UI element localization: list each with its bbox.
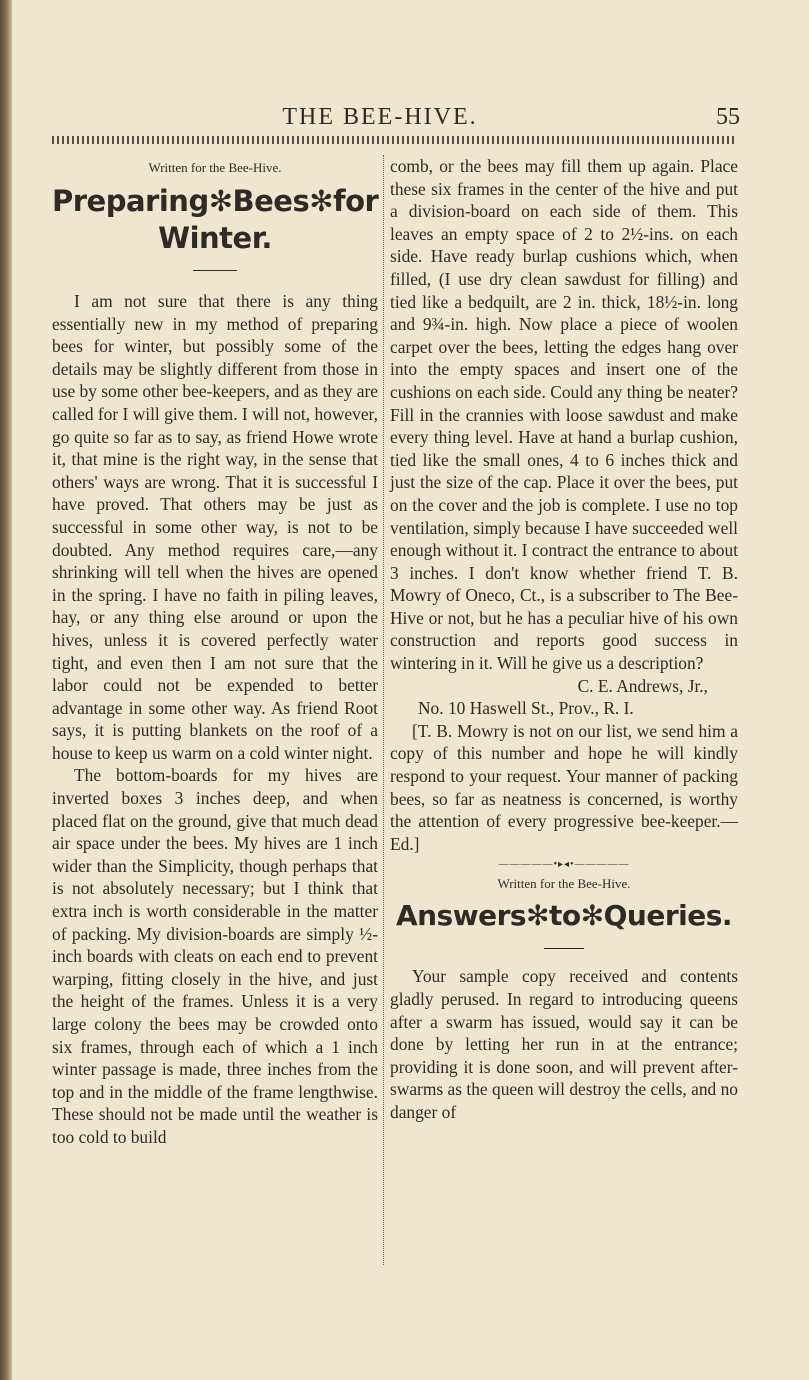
editor-note: [T. B. Mowry is not on our list, we send him a copy of this number and hope he will kindly respond to your request. Your manner of packing bees, so far as neatness is concerned, is worthy the attention of every progressive bee-keeper.—Ed.] (390, 720, 738, 854)
article1-paragraph-2: The bottom-boards for my hives are inverted boxes 3 inches deep, and when placed flat on the ground, give that much dead air space under the bees. My hives are 1 inch wider than the Simplicity, though perhaps that is not absolutely necessary; but I think that extra inch is worth considerable in the matter of packing. My division-boards are simply ½-inch boards with cleats on each end to prevent warping, fitting closely in the hive, and just the height of the frames. Unless it is a very large colony the bees may be crowded onto six frames, through each of which a 1 inch winter passage is made, three inches from the top and in the middle of the frame lengthwise. These should not be made until the weather is too cold to build (52, 765, 378, 1147)
section-ornament: —————•▸◂•————— (498, 859, 630, 871)
title-rule-2 (544, 948, 584, 949)
article2-byline: Written for the Bee-Hive. (497, 876, 631, 892)
article1-title: Preparing✻Bees✻for Winter. (52, 184, 379, 255)
article2-paragraph: Your sample copy received and contents gladly perused. In regard to introducing queens after a swarm has issued, would say it can be done by letting her run in at the entrance; providing it is done soon, and will prevent after-swarms as the queen will destroy the cells, and no danger of (390, 966, 738, 1122)
article1-continuation: comb, or the bees may fill them up again. Place these six frames in the center of the hive and put a division-board on each side of them. This leaves an empty space of 2 to 2½-ins. on each side. Have ready burlap cushions which, when filled, (I use dry clean sawdust for filling) and tied like a bedquilt, are 2 in. thick, 18½-in. long and 9¾-in. high. Now place a piece of woolen carpet over the bees, letting the edges hang over into the empty spaces and insert one of the cushions on each side. Could any thing be neater? Fill in the crannies with loose sawdust and make every thing level. Have at hand a burlap cushion, tied like the small ones, 4 to 6 inches thick and just the size of the cap. Place it over the bees, put on the cover and the job is complete. I use no top ventilation, simply because I have succeeded well enough without it. I contract the entrance to about 3 inches. I don't know whether friend T. B. Mowry of Oneco, Ct., is a subscriber to The Bee-Hive or not, but he has a peculiar hive of his own construction and reports good success in wintering in it. Will he give us a description? (390, 156, 738, 674)
article1-byline: Written for the Bee-Hive. (148, 160, 282, 175)
left-column (52, 155, 378, 1149)
header-ornamental-rule (52, 136, 736, 144)
author-signature: C. E. Andrews, Jr., (577, 675, 708, 696)
right-column (390, 155, 738, 1124)
book-spine (0, 0, 12, 1380)
article1-paragraph-1: I am not sure that there is any thing essentially new in my method of preparing bees for winter, but possibly some of the details may be slightly different from those in use by some other bee-keepers, and as they are called for I will give them. I will not, however, go quite so far as to say, as friend Howe wrote it, that mine is the right way, in the sense that others' ways are wrong. That it is successful I have proved. That others may be just as successful in some other way, is not to be doubted. Any method requires care,—any shrinking will tell when the hives are opened in the spring. I have no faith in piling leaves, hay, or any thing else around or upon the hives, unless it is covered perfectly water tight, and even then I am not sure that the labor could not be expended to better advantage in some other way. As friend Root says, it is putting blankets on the roof of a house to keep us warm on a cold winter night. (52, 291, 378, 763)
author-address: No. 10 Haswell St., Prov., R. I. (418, 698, 634, 719)
article2-title: Answers✻to✻Queries. (395, 899, 733, 933)
page-number: 55 (716, 104, 740, 130)
page-header (20, 104, 740, 134)
running-title: THE BEE-HIVE. (282, 104, 478, 130)
title-rule (193, 270, 237, 271)
column-divider (383, 155, 385, 1265)
